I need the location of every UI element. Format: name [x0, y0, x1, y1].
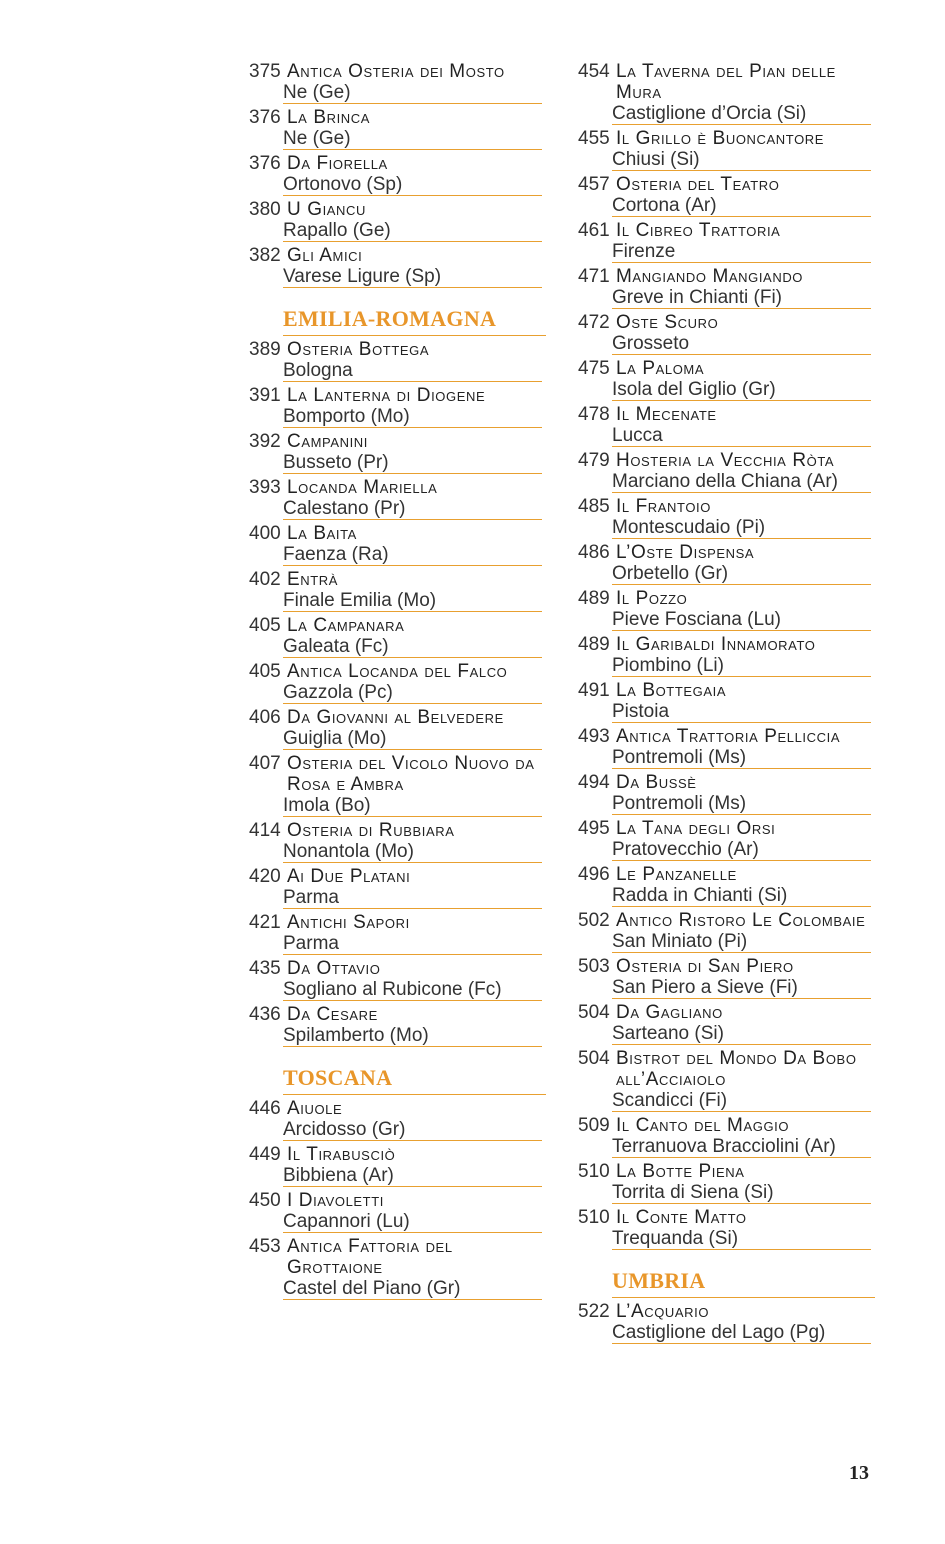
restaurant-location: Bibbiena (Ar)	[283, 1165, 394, 1186]
page-reference-number: 446	[249, 1098, 281, 1119]
restaurant-entry	[578, 263, 875, 309]
restaurant-location: Cortona (Ar)	[612, 195, 717, 216]
restaurant-entry	[249, 863, 546, 909]
restaurant-location: Montescudaio (Pi)	[612, 517, 766, 538]
restaurant-entry	[578, 907, 875, 953]
page-reference-number: 510	[578, 1161, 610, 1182]
restaurant-location: Orbetello (Gr)	[612, 563, 729, 584]
entry-title-line	[249, 912, 546, 933]
restaurant-location: Sarteano (Si)	[612, 1023, 724, 1044]
restaurant-entry	[249, 196, 546, 242]
restaurant-entry	[578, 1204, 875, 1250]
restaurant-location: Calestano (Pr)	[283, 498, 406, 519]
restaurant-entry	[249, 104, 546, 150]
entry-title-line	[249, 1098, 546, 1119]
restaurant-location: Piombino (Li)	[612, 655, 724, 676]
restaurant-name: La Lanterna di Diogene	[287, 385, 486, 406]
restaurant-location: Torrita di Siena (Si)	[612, 1182, 774, 1203]
restaurant-name: Da Gagliano	[616, 1002, 723, 1023]
entry-title-line	[249, 569, 546, 590]
page-reference-number: 478	[578, 404, 610, 425]
restaurant-location: Isola del Giglio (Gr)	[612, 379, 776, 400]
entry-title-line	[249, 385, 546, 406]
restaurant-name: Il Tirabusciò	[287, 1144, 396, 1165]
entry-title-line	[249, 866, 546, 887]
region-heading: TOSCANA	[249, 1047, 546, 1095]
page-number: 13	[849, 1462, 869, 1484]
entry-title-line	[249, 1004, 546, 1025]
restaurant-location: Guiglia (Mo)	[283, 728, 387, 749]
entry-title-line	[249, 820, 546, 841]
entry-title-line	[249, 958, 546, 979]
restaurant-entry	[249, 474, 546, 520]
restaurant-entry	[578, 1045, 875, 1112]
restaurant-location: San Miniato (Pi)	[612, 931, 748, 952]
page-reference-number: 406	[249, 707, 281, 728]
restaurant-name: Gli Amici	[287, 245, 363, 266]
page-reference-number: 392	[249, 431, 281, 452]
entry-title-line	[578, 1048, 875, 1090]
restaurant-location: Parma	[283, 933, 339, 954]
restaurant-entry	[249, 612, 546, 658]
page-reference-number: 493	[578, 726, 610, 747]
restaurant-location: Castiglione del Lago (Pg)	[612, 1322, 826, 1343]
entry-title-line	[578, 312, 875, 333]
restaurant-entry	[578, 401, 875, 447]
restaurant-entry	[249, 566, 546, 612]
restaurant-entry	[249, 520, 546, 566]
restaurant-name: Ai Due Platani	[287, 866, 411, 887]
restaurant-name: L’Oste Dispensa	[616, 542, 755, 563]
restaurant-entry	[249, 704, 546, 750]
entry-title-line	[249, 153, 546, 174]
restaurant-location: Galeata (Fc)	[283, 636, 389, 657]
page-reference-number: 405	[249, 661, 281, 682]
entry-title-line	[249, 339, 546, 360]
restaurant-location: Lucca	[612, 425, 663, 446]
restaurant-name: La Paloma	[616, 358, 705, 379]
restaurant-name: Antica Trattoria Pelliccia	[616, 726, 841, 747]
page-reference-number: 489	[578, 588, 610, 609]
restaurant-location: Faenza (Ra)	[283, 544, 389, 565]
restaurant-entry	[578, 309, 875, 355]
restaurant-name: Campanini	[287, 431, 368, 452]
restaurant-name: Da Giovanni al Belvedere	[287, 707, 504, 728]
restaurant-entry	[578, 677, 875, 723]
entry-title-line	[249, 661, 546, 682]
page-reference-number: 504	[578, 1048, 610, 1069]
restaurant-entry	[578, 539, 875, 585]
restaurant-name: La Botte Piena	[616, 1161, 745, 1182]
restaurant-location: Ortonovo (Sp)	[283, 174, 403, 195]
restaurant-name: La Bottegaia	[616, 680, 727, 701]
restaurant-name: Il Pozzo	[616, 588, 688, 609]
entry-title-line	[578, 1207, 875, 1228]
page-reference-number: 400	[249, 523, 281, 544]
page-reference-number: 407	[249, 753, 281, 774]
entry-title-line	[578, 404, 875, 425]
entry-title-line	[578, 220, 875, 241]
page-reference-number: 414	[249, 820, 281, 841]
restaurant-location: Greve in Chianti (Fi)	[612, 287, 782, 308]
restaurant-name: Da Fiorella	[287, 153, 388, 174]
restaurant-entry	[578, 723, 875, 769]
entry-title-line	[249, 1190, 546, 1211]
page-reference-number: 479	[578, 450, 610, 471]
restaurant-name: Osteria di Rubbiara	[287, 820, 455, 841]
restaurant-name: Antico Ristoro Le Colombaie	[616, 910, 866, 931]
restaurant-location: Chiusi (Si)	[612, 149, 700, 170]
restaurant-entry	[249, 909, 546, 955]
restaurant-entry	[249, 750, 546, 817]
page-reference-number: 391	[249, 385, 281, 406]
restaurant-entry	[578, 815, 875, 861]
restaurant-location: Spilamberto (Mo)	[283, 1025, 429, 1046]
page-reference-number: 393	[249, 477, 281, 498]
entry-title-line	[249, 199, 546, 220]
page-reference-number: 489	[578, 634, 610, 655]
page-reference-number: 420	[249, 866, 281, 887]
entry-title-line	[578, 910, 875, 931]
restaurant-entry	[249, 955, 546, 1001]
entry-title-line	[249, 431, 546, 452]
restaurant-name: Osteria del Teatro	[616, 174, 780, 195]
entry-title-line	[249, 245, 546, 266]
restaurant-entry	[578, 125, 875, 171]
entry-title-line	[578, 450, 875, 471]
page-reference-number: 471	[578, 266, 610, 287]
restaurant-name: Bistrot del Mondo Da Bobo all’Acciaiolo	[616, 1048, 857, 1090]
region-heading: UMBRIA	[578, 1250, 875, 1298]
restaurant-entry	[249, 1001, 546, 1047]
page-reference-number: 472	[578, 312, 610, 333]
entry-title-line	[578, 634, 875, 655]
restaurant-entry	[249, 1187, 546, 1233]
restaurant-name: L’Acquario	[616, 1301, 710, 1322]
page-reference-number: 376	[249, 153, 281, 174]
restaurant-name: La Tana degli Orsi	[616, 818, 776, 839]
restaurant-name: U Giancu	[287, 199, 367, 220]
restaurant-entry	[249, 58, 546, 104]
restaurant-entry	[578, 1158, 875, 1204]
restaurant-location: Terranuova Bracciolini (Ar)	[612, 1136, 836, 1157]
entry-title-line	[578, 772, 875, 793]
page-reference-number: 461	[578, 220, 610, 241]
restaurant-location: Arcidosso (Gr)	[283, 1119, 406, 1140]
restaurant-entry	[578, 953, 875, 999]
restaurant-name: Le Panzanelle	[616, 864, 737, 885]
restaurant-location: Trequanda (Si)	[612, 1228, 739, 1249]
restaurant-name: Mangiando Mangiando	[616, 266, 804, 287]
page-reference-number: 495	[578, 818, 610, 839]
entry-title-line	[249, 477, 546, 498]
entry-title-line	[249, 1144, 546, 1165]
page-reference-number: 380	[249, 199, 281, 220]
restaurant-name: Da Cesare	[287, 1004, 378, 1025]
entry-title-line	[578, 174, 875, 195]
restaurant-location: Varese Ligure (Sp)	[283, 266, 442, 287]
page-reference-number: 436	[249, 1004, 281, 1025]
restaurant-name: Osteria di San Piero	[616, 956, 794, 977]
restaurant-name: Osteria Bottega	[287, 339, 430, 360]
restaurant-name: Da Ottavio	[287, 958, 381, 979]
restaurant-name: Il Conte Matto	[616, 1207, 747, 1228]
page-reference-number: 389	[249, 339, 281, 360]
restaurant-entry	[249, 658, 546, 704]
entry-title-line	[578, 1002, 875, 1023]
restaurant-name: Antica Fattoria del Grottaione	[287, 1236, 453, 1278]
restaurant-location: Bologna	[283, 360, 353, 381]
restaurant-entry	[249, 428, 546, 474]
restaurant-entry	[249, 1233, 546, 1300]
page-reference-number: 486	[578, 542, 610, 563]
page-reference-number: 402	[249, 569, 281, 590]
restaurant-location: Parma	[283, 887, 339, 908]
entry-title-line	[578, 266, 875, 287]
restaurant-entry	[578, 585, 875, 631]
restaurant-name: Locanda Mariella	[287, 477, 438, 498]
restaurant-name: Il Cibreo Trattoria	[616, 220, 781, 241]
region-heading: EMILIA-ROMAGNA	[249, 288, 546, 336]
restaurant-entry	[578, 217, 875, 263]
restaurant-location: Nonantola (Mo)	[283, 841, 414, 862]
restaurant-name: La Brinca	[287, 107, 371, 128]
restaurant-name: Antica Locanda del Falco	[287, 661, 508, 682]
restaurant-name: La Baita	[287, 523, 357, 544]
restaurant-location: Finale Emilia (Mo)	[283, 590, 437, 611]
page-reference-number: 494	[578, 772, 610, 793]
page-reference-number: 504	[578, 1002, 610, 1023]
restaurant-location: Marciano della Chiana (Ar)	[612, 471, 838, 492]
entry-title-line	[578, 542, 875, 563]
page-reference-number: 382	[249, 245, 281, 266]
entry-title-line	[578, 1115, 875, 1136]
restaurant-entry	[249, 242, 546, 288]
restaurant-entry	[578, 493, 875, 539]
restaurant-entry	[578, 631, 875, 677]
page-reference-number: 455	[578, 128, 610, 149]
entry-title-line	[249, 753, 546, 795]
restaurant-entry	[578, 1298, 875, 1344]
entry-title-line	[578, 128, 875, 149]
restaurant-entry	[249, 150, 546, 196]
entry-title-line	[249, 523, 546, 544]
restaurant-location: San Piero a Sieve (Fi)	[612, 977, 798, 998]
restaurant-location: Rapallo (Ge)	[283, 220, 391, 241]
restaurant-name: Osteria del Vicolo Nuovo da Rosa e Ambra	[287, 753, 535, 795]
restaurant-entry	[578, 999, 875, 1045]
page-reference-number: 435	[249, 958, 281, 979]
restaurant-name: Da Bussè	[616, 772, 697, 793]
page-reference-number: 503	[578, 956, 610, 977]
index-column-left	[249, 58, 546, 1300]
page-reference-number: 509	[578, 1115, 610, 1136]
entry-title-line	[249, 707, 546, 728]
restaurant-location: Pontremoli (Ms)	[612, 747, 747, 768]
page-reference-number: 510	[578, 1207, 610, 1228]
page-reference-number: 457	[578, 174, 610, 195]
restaurant-location: Ne (Ge)	[283, 82, 351, 103]
entry-title-line	[578, 726, 875, 747]
restaurant-location: Scandicci (Fi)	[612, 1090, 728, 1111]
page-reference-number: 502	[578, 910, 610, 931]
page-reference-number: 475	[578, 358, 610, 379]
entry-title-line	[578, 864, 875, 885]
page-reference-number: 485	[578, 496, 610, 517]
entry-title-line	[578, 61, 875, 103]
restaurant-entry	[249, 336, 546, 382]
restaurant-location: Ne (Ge)	[283, 128, 351, 149]
restaurant-location: Pontremoli (Ms)	[612, 793, 747, 814]
restaurant-location: Capannori (Lu)	[283, 1211, 410, 1232]
restaurant-entry	[249, 1141, 546, 1187]
restaurant-location: Grosseto	[612, 333, 690, 354]
restaurant-location: Firenze	[612, 241, 676, 262]
restaurant-entry	[578, 447, 875, 493]
page-reference-number: 522	[578, 1301, 610, 1322]
restaurant-name: Hosteria la Vecchia Ròta	[616, 450, 835, 471]
restaurant-entry	[578, 769, 875, 815]
restaurant-name: Antica Osteria dei Mosto	[287, 61, 505, 82]
entry-title-line	[578, 818, 875, 839]
restaurant-location: Bomporto (Mo)	[283, 406, 410, 427]
restaurant-location: Pieve Fosciana (Lu)	[612, 609, 781, 630]
restaurant-name: Antichi Sapori	[287, 912, 410, 933]
restaurant-name: Il Garibaldi Innamorato	[616, 634, 816, 655]
restaurant-location: Sogliano al Rubicone (Fc)	[283, 979, 502, 1000]
restaurant-name: Il Frantoio	[616, 496, 711, 517]
page-reference-number: 449	[249, 1144, 281, 1165]
restaurant-name: Il Mecenate	[616, 404, 717, 425]
entry-title-line	[578, 680, 875, 701]
restaurant-location: Pratovecchio (Ar)	[612, 839, 759, 860]
restaurant-entry	[578, 355, 875, 401]
restaurant-entry	[249, 382, 546, 428]
entry-title-line	[249, 61, 546, 82]
entry-title-line	[249, 1236, 546, 1278]
restaurant-location: Gazzola (Pc)	[283, 682, 393, 703]
entry-title-line	[578, 1301, 875, 1322]
restaurant-location: Pistoia	[612, 701, 670, 722]
page-reference-number: 454	[578, 61, 610, 82]
restaurant-entry	[578, 58, 875, 125]
page-reference-number: 376	[249, 107, 281, 128]
restaurant-name: Il Canto del Maggio	[616, 1115, 790, 1136]
entry-title-line	[249, 615, 546, 636]
page-reference-number: 375	[249, 61, 281, 82]
page-reference-number: 491	[578, 680, 610, 701]
restaurant-name: Aiuole	[287, 1098, 343, 1119]
restaurant-location: Castel del Piano (Gr)	[283, 1278, 461, 1299]
restaurant-entry	[249, 1095, 546, 1141]
page-reference-number: 496	[578, 864, 610, 885]
restaurant-location: Castiglione d’Orcia (Si)	[612, 103, 807, 124]
entry-title-line	[578, 496, 875, 517]
entry-title-line	[578, 358, 875, 379]
restaurant-location: Imola (Bo)	[283, 795, 371, 816]
restaurant-entry	[578, 1112, 875, 1158]
entry-title-line	[578, 956, 875, 977]
restaurant-name: Oste Scuro	[616, 312, 719, 333]
restaurant-entry	[578, 171, 875, 217]
page-reference-number: 450	[249, 1190, 281, 1211]
restaurant-name: Entrà	[287, 569, 339, 590]
restaurant-name: La Campanara	[287, 615, 405, 636]
entry-title-line	[578, 1161, 875, 1182]
restaurant-name: Il Grillo è Buoncantore	[616, 128, 825, 149]
page-reference-number: 453	[249, 1236, 281, 1257]
restaurant-name: La Taverna del Pian delle Mura	[616, 61, 836, 103]
entry-title-line	[578, 588, 875, 609]
restaurant-entry	[249, 817, 546, 863]
entry-title-line	[249, 107, 546, 128]
restaurant-location: Radda in Chianti (Si)	[612, 885, 788, 906]
restaurant-name: I Diavoletti	[287, 1190, 384, 1211]
page-reference-number: 421	[249, 912, 281, 933]
page-reference-number: 405	[249, 615, 281, 636]
restaurant-location: Busseto (Pr)	[283, 452, 389, 473]
restaurant-entry	[578, 861, 875, 907]
index-column-right	[578, 58, 875, 1344]
